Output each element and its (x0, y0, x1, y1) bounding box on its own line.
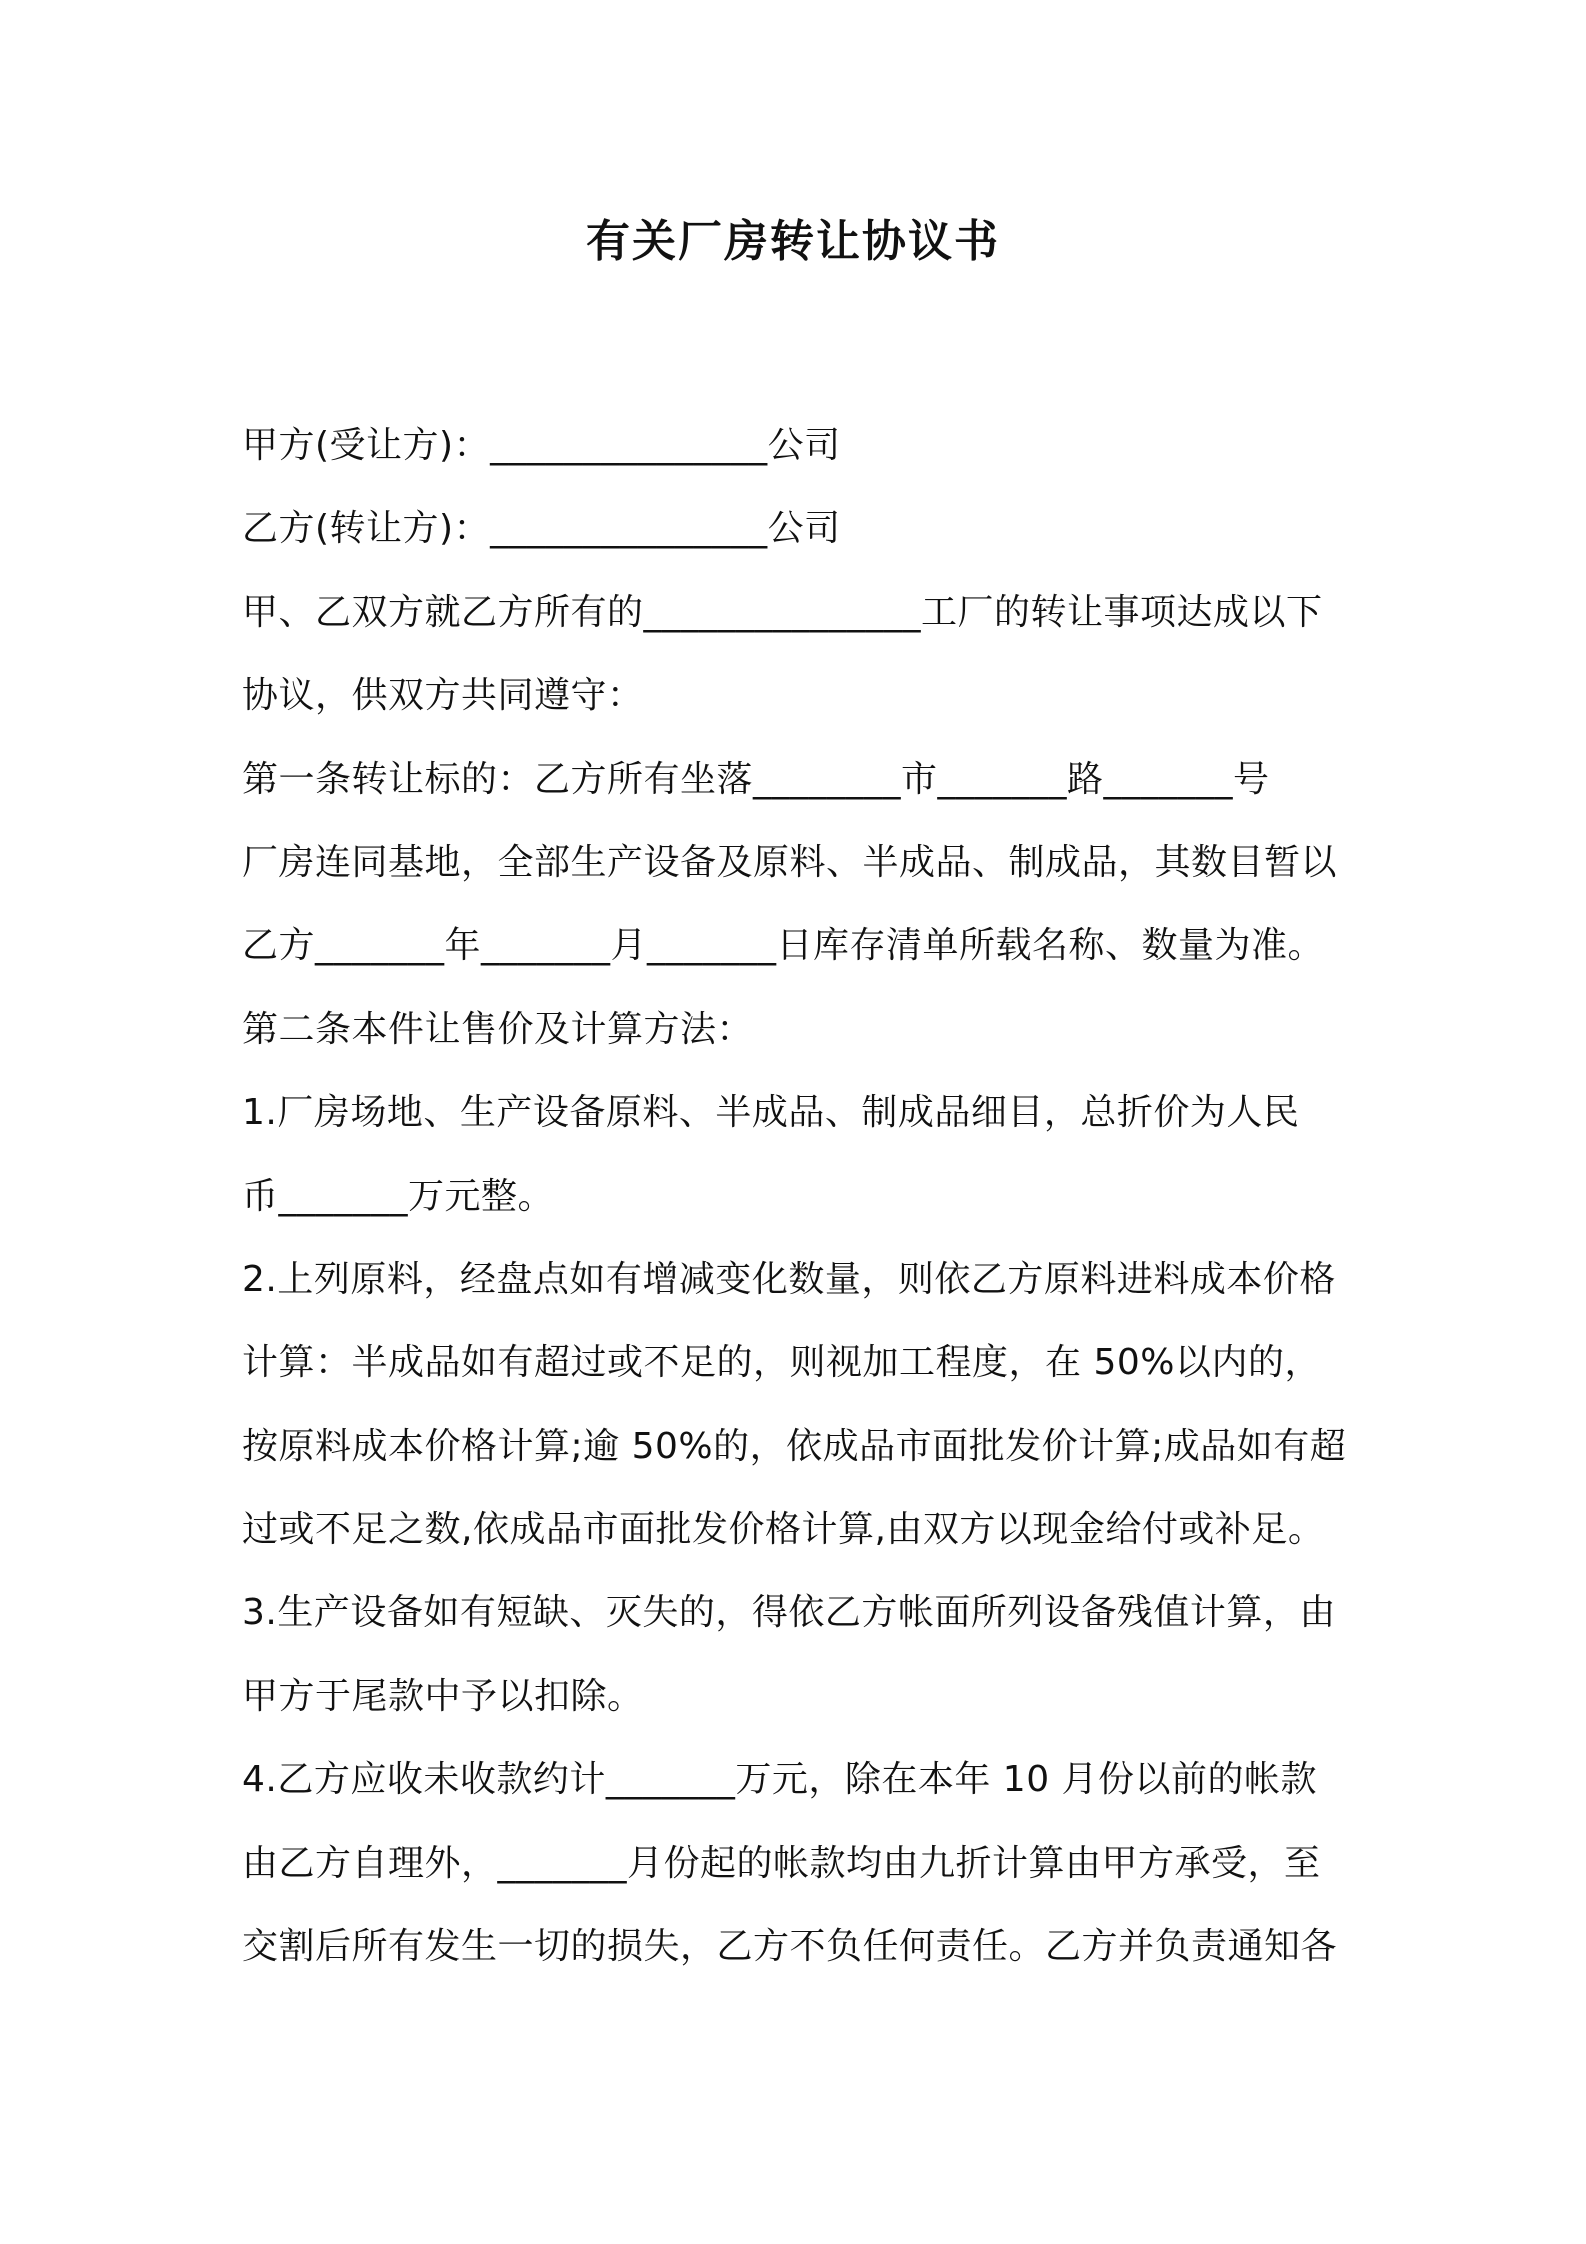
intro-line: 协议，供双方共同遵守： (242, 675, 644, 717)
clause-2-line: 过或不足之数,依成品市面批发价格计算,由双方以现金给付或补足。 (242, 1509, 1325, 1551)
clause-4-line: 交割后所有发生一切的损失，乙方不负任何责任。乙方并负责通知各 (242, 1926, 1338, 1968)
clause-1-line: 币_______万元整。 (242, 1175, 555, 1217)
clause-4-line: 4.乙方应收未收款约计_______万元，除在本年 10 月份以前的帐款 (242, 1759, 1318, 1801)
party-a-line: 甲方(受让方)：_______________公司 (242, 425, 841, 466)
party-b-line: 乙方(转让方)：_______________公司 (242, 508, 841, 550)
clause-2-line: 2.上列原料，经盘点如有增减变化数量，则依乙方原料进料成本价格 (242, 1258, 1336, 1300)
article-1-line: 乙方_______年_______月_______日库存清单所载名称、数量为准。 (242, 925, 1325, 967)
article-2-heading: 第二条本件让售价及计算方法： (242, 1008, 754, 1050)
clause-2-line: 按原料成本价格计算;逾 50%的，依成品市面批发价计算;成品如有超 (242, 1425, 1347, 1467)
clause-3-line: 甲方于尾款中予以扣除。 (242, 1675, 644, 1717)
document-title: 有关厂房转让协议书 (586, 216, 1000, 267)
intro-line: 甲、乙双方就乙方所有的_______________工厂的转让事项达成以下 (242, 591, 1323, 633)
document-body (242, 404, 1372, 1988)
clause-4-line: 由乙方自理外，_______月份起的帐款均由九折计算由甲方承受，至 (242, 1842, 1321, 1884)
clause-1-line: 1.厂房场地、生产设备原料、半成品、制成品细目，总折价为人民 (242, 1092, 1300, 1134)
clause-3-line: 3.生产设备如有短缺、灭失的，得依乙方帐面所列设备残值计算，由 (242, 1592, 1336, 1634)
clause-2-line: 计算：半成品如有超过或不足的，则视加工程度，在 50%以内的， (242, 1342, 1321, 1384)
article-1-line: 厂房连同基地，全部生产设备及原料、半成品、制成品，其数目暂以 (242, 841, 1338, 883)
article-1-line: 第一条转让标的：乙方所有坐落________市_______路_______号 (242, 758, 1270, 800)
